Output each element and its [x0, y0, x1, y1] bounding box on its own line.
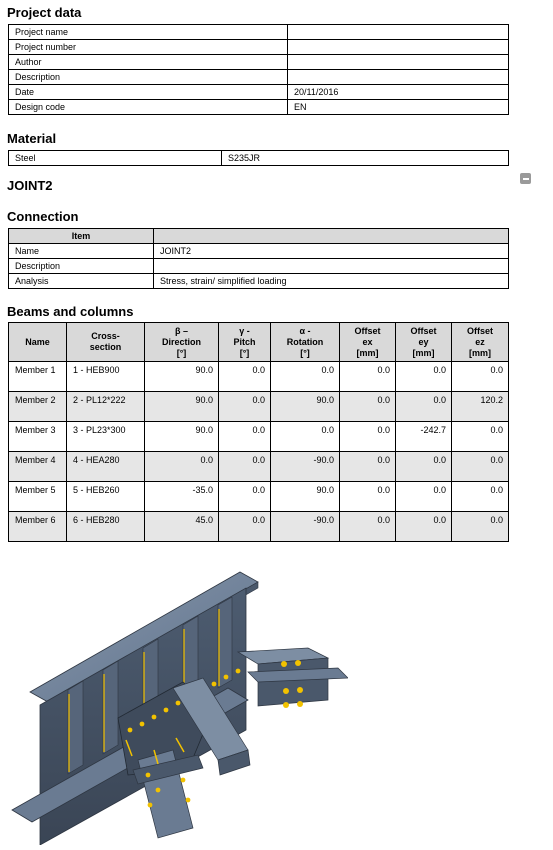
project-value [288, 40, 509, 55]
beams-cell-section: 1 - HEB900 [67, 362, 145, 392]
beams-column-header-line2: Direction [161, 336, 201, 347]
beams-column-header-line1: α - [299, 325, 311, 336]
beams-cell-name: Member 5 [9, 482, 67, 512]
beams-cell-direction: -35.0 [145, 482, 219, 512]
beams-cell-ey: 0.0 [396, 482, 452, 512]
beams-cell-name: Member 2 [9, 392, 67, 422]
table-row [9, 512, 509, 542]
beams-cell-name: Member 6 [9, 512, 67, 542]
beams-cell-ex: 0.0 [340, 452, 396, 482]
table-row [9, 362, 509, 392]
material-table [8, 150, 509, 166]
beams-cell-direction: 0.0 [145, 452, 219, 482]
beams-cell-ex: 0.0 [340, 482, 396, 512]
beams-column-header [340, 323, 396, 362]
project-label: Date [9, 85, 288, 100]
project-value [288, 70, 509, 85]
connection-label: Analysis [9, 274, 154, 289]
table-row [9, 452, 509, 482]
beams-cell-ez: 0.0 [452, 422, 509, 452]
beams-column-header-line2: ey [418, 336, 429, 347]
connection-label: Name [9, 244, 154, 259]
project-label: Project name [9, 25, 288, 40]
beams-column-header [271, 323, 340, 362]
beams-cell-name: Member 3 [9, 422, 67, 452]
beams-cell-rotation: -90.0 [271, 452, 340, 482]
beams-cell-ex: 0.0 [340, 392, 396, 422]
beams-cell-rotation: 0.0 [271, 422, 340, 452]
beams-column-header-line1: Offset [410, 325, 437, 336]
beams-heading: Beams and columns [7, 304, 134, 319]
beams-cell-section: 4 - HEA280 [67, 452, 145, 482]
beams-table [8, 322, 509, 542]
connection-label: Description [9, 259, 154, 274]
beams-column-header-unit: [°] [176, 347, 187, 358]
material-row [9, 151, 509, 166]
beams-cell-name: Member 1 [9, 362, 67, 392]
beams-cell-ez: 0.0 [452, 512, 509, 542]
beams-cell-section: 3 - PL23*300 [67, 422, 145, 452]
beams-column-header-line2: ex [362, 336, 373, 347]
beams-cell-direction: 45.0 [145, 512, 219, 542]
beams-cell-rotation: 0.0 [271, 362, 340, 392]
beams-column-header [9, 323, 67, 362]
project-row [9, 70, 509, 85]
project-row [9, 25, 509, 40]
beams-cell-ex: 0.0 [340, 422, 396, 452]
project-value: 20/11/2016 [288, 85, 509, 100]
project-row [9, 40, 509, 55]
beams-cell-pitch: 0.0 [219, 392, 271, 422]
project-row [9, 100, 509, 115]
beams-cell-section: 5 - HEB260 [67, 482, 145, 512]
beams-cell-rotation: -90.0 [271, 512, 340, 542]
project-label: Design code [9, 100, 288, 115]
joint-3d-render [8, 560, 348, 845]
beams-column-header-line1: Offset [354, 325, 381, 336]
beams-column-header-line1: β – [175, 325, 188, 336]
beams-column-header-unit: [°] [239, 347, 250, 358]
beams-cell-ez: 0.0 [452, 482, 509, 512]
beams-column-header-line2: Rotation [286, 336, 324, 347]
connection-value: Stress, strain/ simplified loading [154, 274, 509, 289]
beams-cell-ey: 0.0 [396, 362, 452, 392]
beams-cell-rotation: 90.0 [271, 392, 340, 422]
project-value: EN [288, 100, 509, 115]
connection-header-blank [154, 229, 509, 244]
beams-column-header-line2: Pitch [233, 336, 256, 347]
beams-column-header-line1: Offset [466, 325, 493, 336]
table-row [9, 392, 509, 422]
project-value [288, 55, 509, 70]
beams-cell-ex: 0.0 [340, 512, 396, 542]
beams-column-header-line2: section [89, 342, 122, 352]
project-value [288, 25, 509, 40]
project-row [9, 55, 509, 70]
beams-cell-pitch: 0.0 [219, 422, 271, 452]
beams-column-header-unit: [mm] [412, 347, 435, 358]
project-label: Description [9, 70, 288, 85]
material-label: Steel [9, 151, 222, 166]
connection-row [9, 259, 509, 274]
connection-row [9, 274, 509, 289]
beams-cell-direction: 90.0 [145, 392, 219, 422]
table-row [9, 482, 509, 512]
beams-column-header [219, 323, 271, 362]
table-row [9, 422, 509, 452]
beams-cell-direction: 90.0 [145, 422, 219, 452]
beams-cell-ez: 0.0 [452, 362, 509, 392]
beams-cell-ey: -242.7 [396, 422, 452, 452]
project-label: Author [9, 55, 288, 70]
beams-column-header [67, 323, 145, 362]
minus-square-icon[interactable] [520, 173, 531, 184]
connection-table [8, 228, 509, 289]
beams-cell-ez: 0.0 [452, 452, 509, 482]
beams-cell-name: Member 4 [9, 452, 67, 482]
connection-value: JOINT2 [154, 244, 509, 259]
connection-row [9, 244, 509, 259]
beams-column-header-unit: [°] [300, 347, 310, 358]
beams-column-header-line1: γ - [239, 325, 250, 336]
beams-cell-ey: 0.0 [396, 512, 452, 542]
beams-column-header-unit: [mm] [356, 347, 379, 358]
beams-cell-section: 2 - PL12*222 [67, 392, 145, 422]
beams-cell-pitch: 0.0 [219, 452, 271, 482]
connection-header-item: Item [9, 229, 154, 244]
beams-cell-pitch: 0.0 [219, 512, 271, 542]
beams-cell-pitch: 0.0 [219, 482, 271, 512]
beams-column-header-line2: ez [475, 336, 485, 347]
project-label: Project number [9, 40, 288, 55]
connection-value [154, 259, 509, 274]
beams-cell-section: 6 - HEB280 [67, 512, 145, 542]
beams-column-header-line1: Cross- [91, 331, 120, 341]
beams-column-header [145, 323, 219, 362]
beams-column-header [396, 323, 452, 362]
material-heading: Material [7, 131, 57, 146]
beams-column-header-line1: Name [25, 336, 50, 347]
beams-cell-ex: 0.0 [340, 362, 396, 392]
project-data-heading: Project data [7, 5, 82, 20]
connection-heading: Connection [7, 209, 79, 224]
beams-cell-ey: 0.0 [396, 452, 452, 482]
project-row [9, 85, 509, 100]
beams-cell-ez: 120.2 [452, 392, 509, 422]
beams-cell-direction: 90.0 [145, 362, 219, 392]
project-data-table [8, 24, 509, 115]
material-value: S235JR [222, 151, 509, 166]
beams-cell-rotation: 90.0 [271, 482, 340, 512]
beams-cell-pitch: 0.0 [219, 362, 271, 392]
beams-column-header-unit: [mm] [469, 347, 491, 358]
beams-cell-ey: 0.0 [396, 392, 452, 422]
beams-column-header [452, 323, 509, 362]
joint-title: JOINT2 [7, 178, 53, 193]
